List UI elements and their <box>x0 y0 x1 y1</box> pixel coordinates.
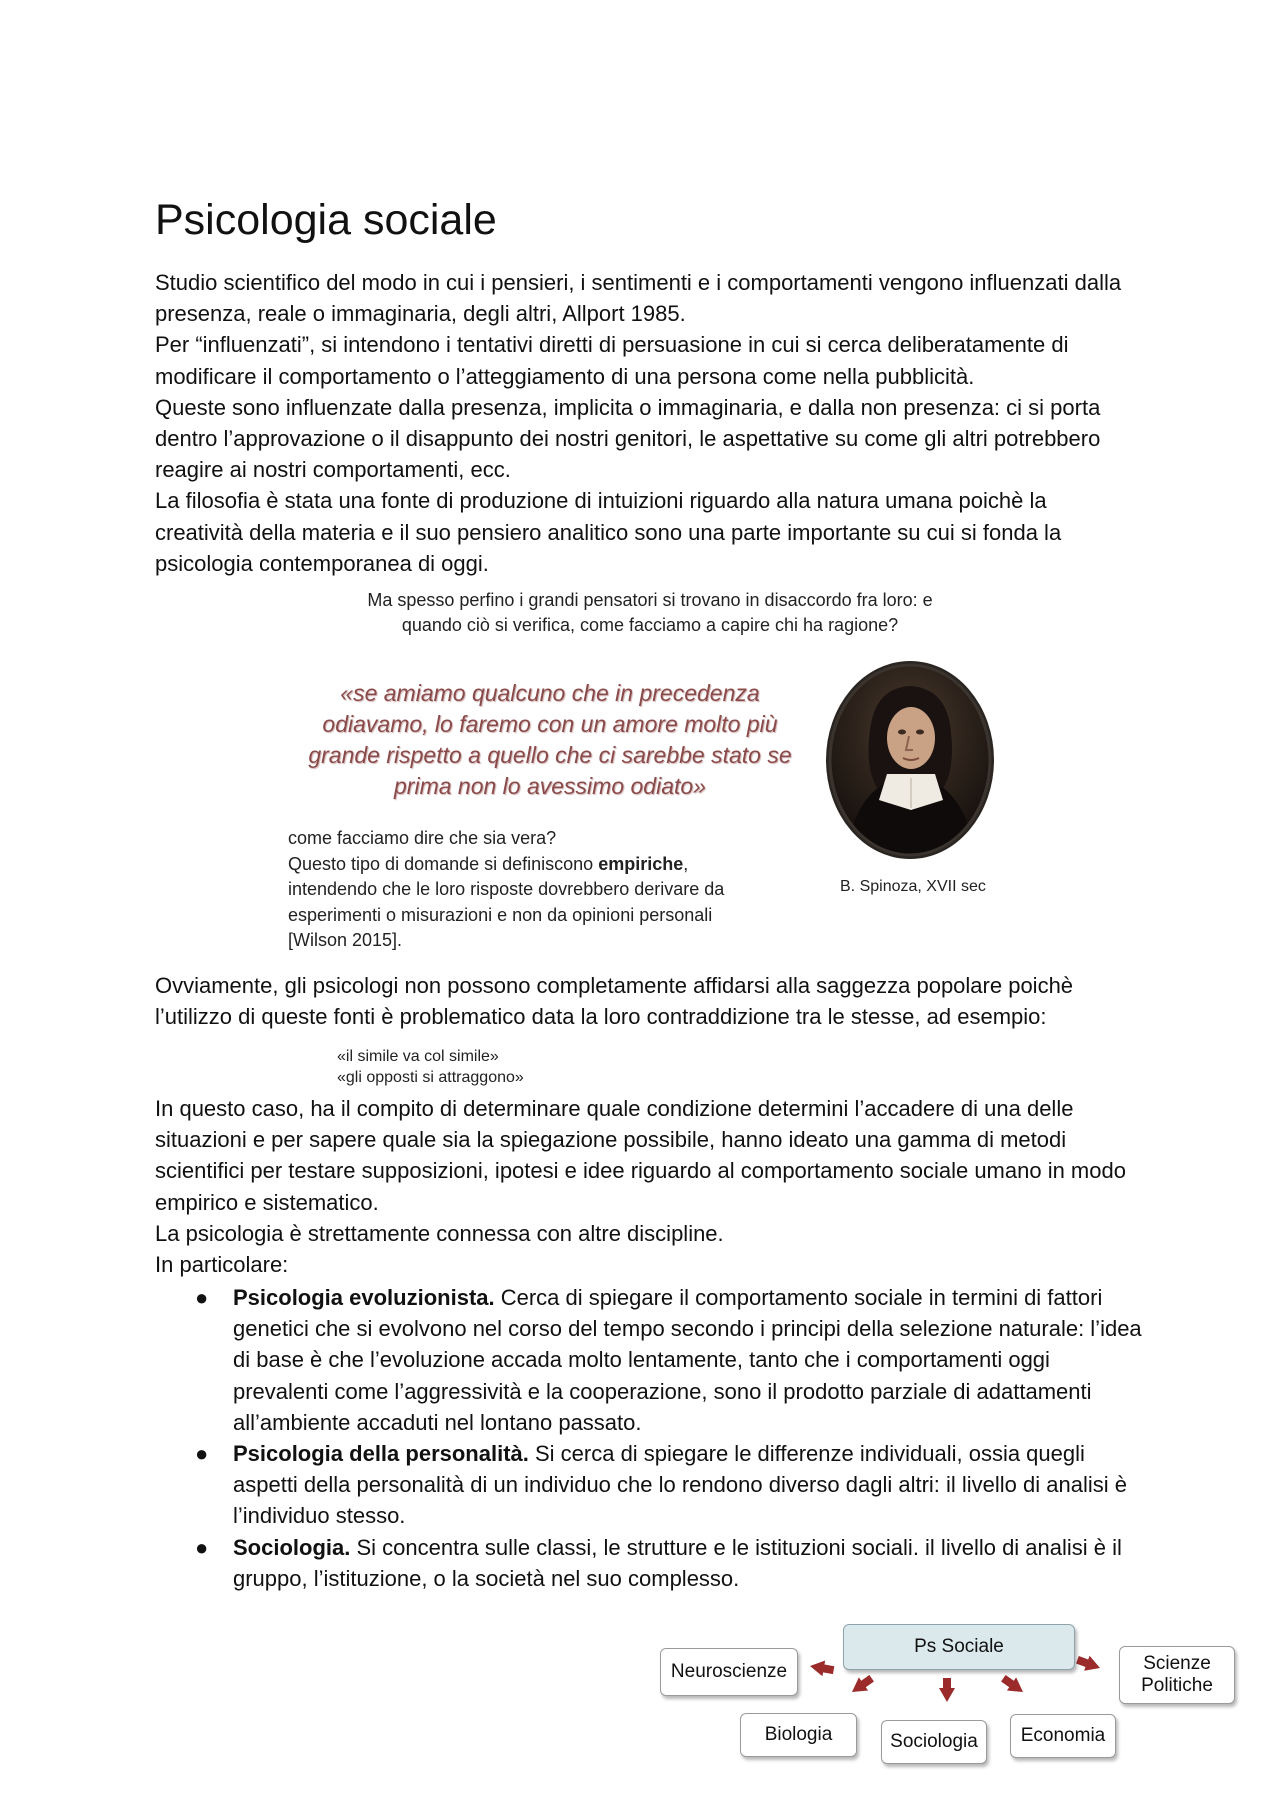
node-biologia <box>740 1713 857 1757</box>
node-sociologia <box>881 1720 987 1764</box>
node-economia <box>1010 1714 1116 1758</box>
slide-question-line: Ma spesso perfino i grandi pensatori si trovano in disaccordo fra loro: e <box>367 590 933 610</box>
node-label: Sociologia <box>890 1731 978 1752</box>
intro-paragraph: La filosofia è stata una fonte di produzione di intuizioni riguardo alla natura umana poichè la creatività della materia e il suo pensiero analitico sono una parte importante su cui si fonda la psicologia contemporanea di oggi. <box>155 488 1062 576</box>
quote-line: prima non lo avessimo odiato» <box>394 773 706 799</box>
node-label: Politiche <box>1141 1675 1213 1696</box>
arrow-icon <box>1075 1652 1103 1675</box>
cases-section <box>155 1093 1135 1280</box>
list-item <box>155 1438 1145 1532</box>
slide-text-line: [Wilson 2015]. <box>288 930 403 950</box>
slide-explanation <box>288 826 828 954</box>
cases-paragraph: In questo caso, ha il compito di determinare quale condizione determini l’accadere di una delle situazioni e per sapere quale sia la spiegazione possibile, hanno ideato una gamma di metodi scientifici per testare supposizioni, ipotesi e idee riguardo al comportamento sociale umano in modo empirico e sistematico. <box>155 1096 1126 1215</box>
page-title: Psicologia sociale <box>155 196 497 244</box>
slide-text-line <box>288 852 828 878</box>
saying: «il simile va col simile» <box>337 1048 499 1065</box>
cases-paragraph: La psicologia è strettamente connessa con altre discipline. <box>155 1220 724 1246</box>
bullet-term: Sociologia. <box>233 1534 351 1560</box>
portrait-caption: B. Spinoza, XVII sec <box>840 878 986 895</box>
list-item <box>155 1532 1145 1594</box>
slide-question <box>280 588 1020 638</box>
embedded-slide <box>280 588 1020 958</box>
bullet-text: Si concentra sulle classi, le strutture e le istituzioni sociali. il livello di analisi è il gruppo, l’istituzione, o la società nel suo complesso. <box>233 1534 1122 1591</box>
slide-text-line: come facciamo dire che sia vera? <box>288 828 557 848</box>
slide-question-line: quando ciò si verifica, come facciamo a capire chi ha ragione? <box>401 615 899 635</box>
intro-paragraph: Queste sono influenzate dalla presenza, implicita o immaginaria, e dalla non presenza: ci si porta dentro l’approvazione o il disappunto dei nostri genitori, le aspettative su come gli altri potrebbero reagire ai nostri comportamenti, ecc. <box>155 394 1101 483</box>
portrait-image <box>825 660 995 860</box>
node-label: Biologia <box>764 1724 833 1745</box>
arrow-icon <box>939 1678 955 1702</box>
sayings-block <box>337 1046 524 1088</box>
quote-line: grande rispetto a quello che ci sarebbe stato se <box>308 742 792 768</box>
node-label: Scienze <box>1143 1653 1211 1674</box>
obvious-section <box>155 970 1135 1032</box>
node-label: Neuroscienze <box>670 1661 788 1682</box>
slide-text-span: Questo tipo di domande si definiscono <box>288 853 599 874</box>
slide-text-span: , <box>683 853 689 874</box>
node-neuroscienze <box>660 1648 798 1696</box>
arrow-icon <box>809 1658 835 1678</box>
intro-paragraph: Studio scientifico del modo in cui i pensieri, i sentimenti e i comportamenti vengono influenzati dalla presenza, reale o immaginaria, degli altri, Allport 1985. <box>155 270 1122 327</box>
obvious-paragraph: Ovviamente, gli psicologi non possono completamente affidarsi alla saggezza popolare poichè l’utilizzo di queste fonti è problematico data la loro contraddizione tra le stesse, ad esempio: <box>155 973 1074 1030</box>
bullet-term: Psicologia evoluzionista. <box>233 1285 495 1310</box>
node-scienze-politiche <box>1119 1646 1235 1704</box>
spinoza-portrait <box>825 660 995 860</box>
quote-line: odiavamo, lo faremo con un amore molto più <box>322 711 778 737</box>
disciplines-list <box>155 1282 1145 1594</box>
bullet-text: Si cerca di spiegare le differenze individuali, ossia quegli aspetti della personalità di un individuo che lo rendono diverso dagli altri: il livello di analisi è l’individuo stesso. <box>233 1441 1127 1529</box>
empiriche-term: empiriche <box>598 853 684 874</box>
bullet-icon: ● <box>195 1534 209 1560</box>
arrow-icon <box>847 1672 876 1699</box>
arrow-icon <box>999 1672 1028 1699</box>
cases-paragraph: In particolare: <box>155 1252 289 1278</box>
intro-paragraph: Per “influenzati”, si intendono i tentativi diretti di persuasione in cui si cerca deliberatamente di modificare il comportamento o l’atteggiamento di una persona come nella pubblicità. <box>155 332 1069 389</box>
disciplines-diagram <box>655 1620 1235 1790</box>
bullet-term: Psicologia della personalità. <box>233 1441 529 1467</box>
bullet-text: Cerca di spiegare il comportamento sociale in termini di fattori genetici che si evolvono nel corso del tempo secondo i principi della selezione naturale: l’idea di base è che l’evoluzione accada molto lentamente, tanto che i comportamenti oggi prevalenti come l’aggressività e la cooperazione, sono il prodotto parziale di adattamenti all’ambiente accaduti nel lontano passato. <box>233 1285 1142 1435</box>
intro-section <box>155 267 1135 579</box>
list-item <box>155 1282 1145 1438</box>
spinoza-quote <box>280 678 820 802</box>
node-label: Economia <box>1020 1725 1106 1746</box>
saying: «gli opposti si attraggono» <box>337 1069 524 1086</box>
slide-text-line: esperimenti o misurazioni e non da opinioni personali <box>288 904 713 925</box>
node-ps-sociale <box>843 1624 1075 1670</box>
quote-line: «se amiamo qualcuno che in precedenza <box>340 680 760 706</box>
bullet-icon: ● <box>195 1441 209 1467</box>
bullet-icon: ● <box>195 1285 209 1310</box>
slide-text-line: intendendo che le loro risposte dovrebbero derivare da <box>288 879 725 899</box>
node-label: Ps Sociale <box>914 1636 1004 1657</box>
